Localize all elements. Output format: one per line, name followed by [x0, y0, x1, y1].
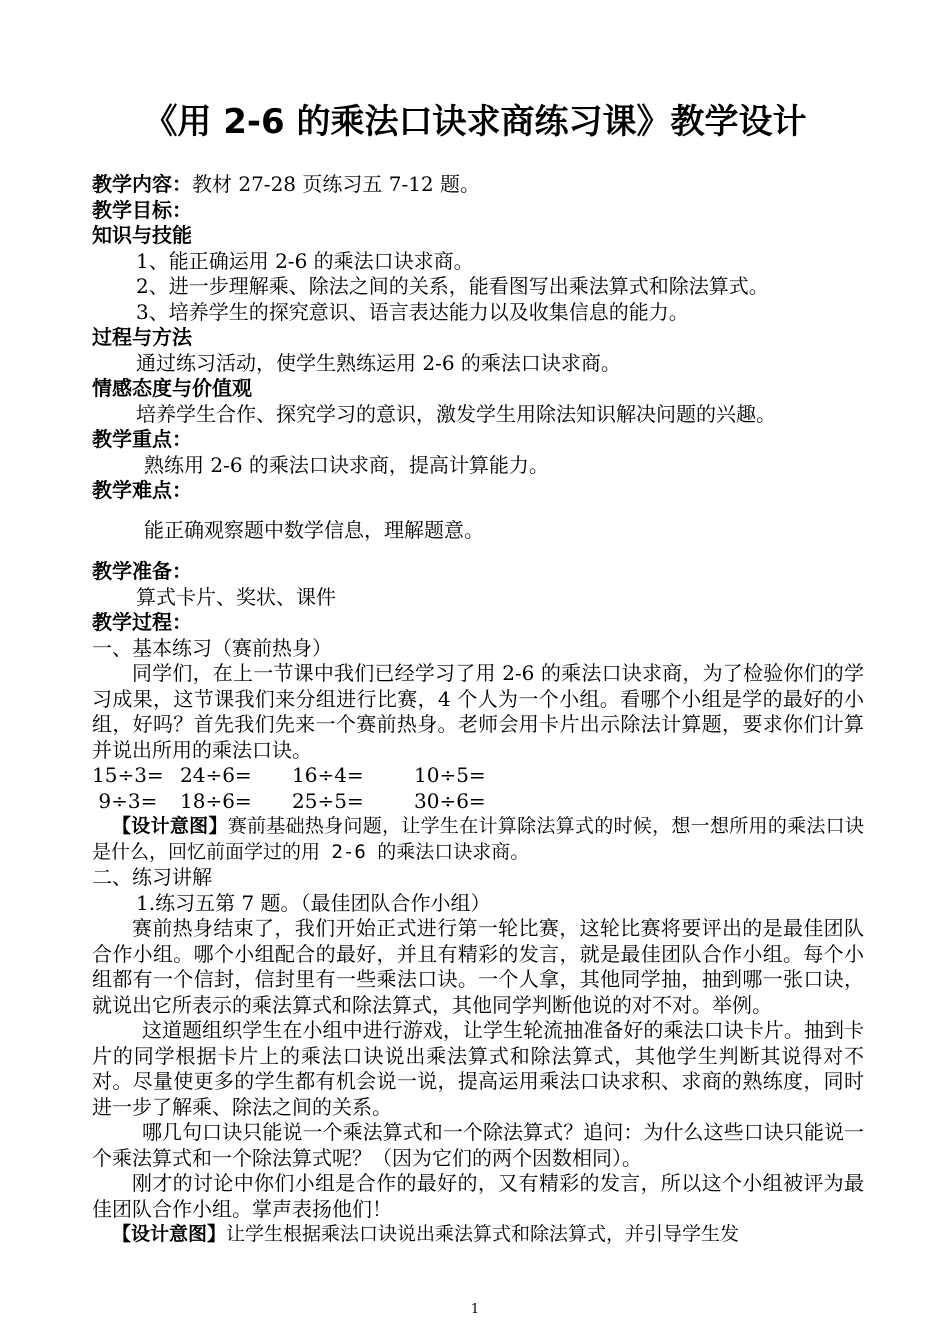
calc-row	[92, 763, 864, 789]
document-body	[92, 172, 864, 1248]
design-intent-tag: 【设计意图】	[112, 815, 228, 837]
calc-item: 16÷4=	[292, 763, 364, 787]
section1-heading: 一、基本练习（赛前热身）	[92, 635, 332, 660]
calc-item: 24÷6=	[180, 763, 252, 787]
calc-item: 30÷6=	[414, 788, 486, 813]
content-label: 教学内容：	[92, 172, 192, 196]
knowledge-item: 3、培养学生的探究意识、语言表达能力以及收集信息的能力。	[136, 299, 689, 324]
design-intent-tag: 【设计意图】	[112, 1223, 227, 1245]
key-points-text: 熟练用 2-6 的乘法口诀求商，提高计算能力。	[144, 452, 549, 477]
section2-paragraph-4: 刚才的讨论中你们小组是合作的最好的，又有精彩的发言，所以这个小组被评为最佳团队合作小组。掌声表扬他们！	[92, 1171, 864, 1221]
calc-item: 9÷3=	[92, 788, 158, 813]
section2-paragraph-2: 这道题组织学生在小组中进行游戏，让学生轮流抽准备好的乘法口诀卡片。抽到卡片的同学根据卡片上的乘法口诀说出乘法算式和除法算式，其他学生判断其说得对不对。尽量使更多的学生都有机会说一说，提高运用乘法口诀求积、求商的熟练度，同时进一步了解乘、除法之间的关系。	[92, 1018, 864, 1119]
design-intent-text: 让学生根据乘法口诀说出乘法算式和除法算式，并引导学生发	[226, 1223, 740, 1245]
calc-item: 25÷5=	[292, 788, 364, 813]
section2-paragraph-1: 赛前热身结束了，我们开始正式进行第一轮比赛，这轮比赛将要评出的是最佳团队合作小组。哪个小组配合的最好，并且有精彩的发言，就是最佳团队合作小组。每个小组都有一个信封，信封里有一些乘法口诀。一个人拿，其他同学抽，抽到哪一张口诀，就说出它所表示的乘法算式和除法算式，其他同学判断他说的对不对。举例。	[92, 916, 864, 1017]
calc-item: 18÷6=	[180, 788, 252, 813]
section1-paragraph: 同学们，在上一节课中我们已经学习了用 2-6 的乘法口诀求商，为了检验你们的学习成果，这节课我们来分组进行比赛，4 个人为一个小组。看哪个小组是学的最好的小组，好吗？首先我们先来一个赛前热身。老师会用卡片出示除法计算题，要求你们计算并说出所用的乘法口诀。	[92, 661, 864, 762]
teaching-process-label: 教学过程：	[92, 610, 192, 634]
design-intent-text: 赛前基础热身问题，让学生在计算除法算式的时候，想一想所用的乘法口诀是什么，回忆前面学过的用 2-6 的乘法口诀求商。	[92, 815, 864, 863]
document-title: 《用 2-6 的乘法口诀求商练习课》教学设计	[143, 102, 807, 142]
section2-paragraph-3: 哪几句口诀只能说一个乘法算式和一个除法算式？追问：为什么这些口诀只能说一个乘法算式和一个除法算式呢？（因为它们的两个因数相同）。	[92, 1120, 864, 1170]
content-text: 教材 27-28 页练习五 7-12 题。	[192, 172, 481, 196]
process-method-heading: 过程与方法	[92, 325, 192, 349]
knowledge-item: 2、进一步理解乘、除法之间的关系，能看图写出乘法算式和除法算式。	[136, 274, 769, 298]
section2-sub1: 1.练习五第 7 题。（最佳团队合作小组）	[136, 890, 491, 915]
design-intent-2	[92, 1222, 864, 1248]
calc-item: 15÷3=	[92, 763, 164, 787]
calc-row	[92, 789, 864, 815]
difficulty-text: 能正确观察题中数学信息，理解题意。	[144, 517, 484, 542]
preparation-text: 算式卡片、奖状、课件	[136, 584, 336, 609]
key-points-label: 教学重点：	[92, 427, 192, 451]
difficulty-label: 教学难点：	[92, 478, 192, 502]
emotion-text: 培养学生合作、探究学习的意识，激发学生用除法知识解决问题的兴趣。	[136, 401, 776, 426]
page-number: 1	[470, 1302, 480, 1317]
content-line	[92, 172, 864, 198]
section2-heading: 二、练习讲解	[92, 865, 212, 889]
emotion-heading: 情感态度与价值观	[92, 376, 252, 400]
knowledge-item: 1、能正确运用 2-6 的乘法口诀求商。	[136, 248, 474, 273]
knowledge-heading: 知识与技能	[92, 223, 192, 247]
preparation-label: 教学准备：	[92, 559, 192, 583]
design-intent-1	[92, 814, 864, 865]
process-method-text: 通过练习活动，使学生熟练运用 2-6 的乘法口诀求商。	[136, 350, 621, 375]
goals-label: 教学目标：	[92, 197, 192, 222]
calc-item: 10÷5=	[414, 763, 486, 787]
